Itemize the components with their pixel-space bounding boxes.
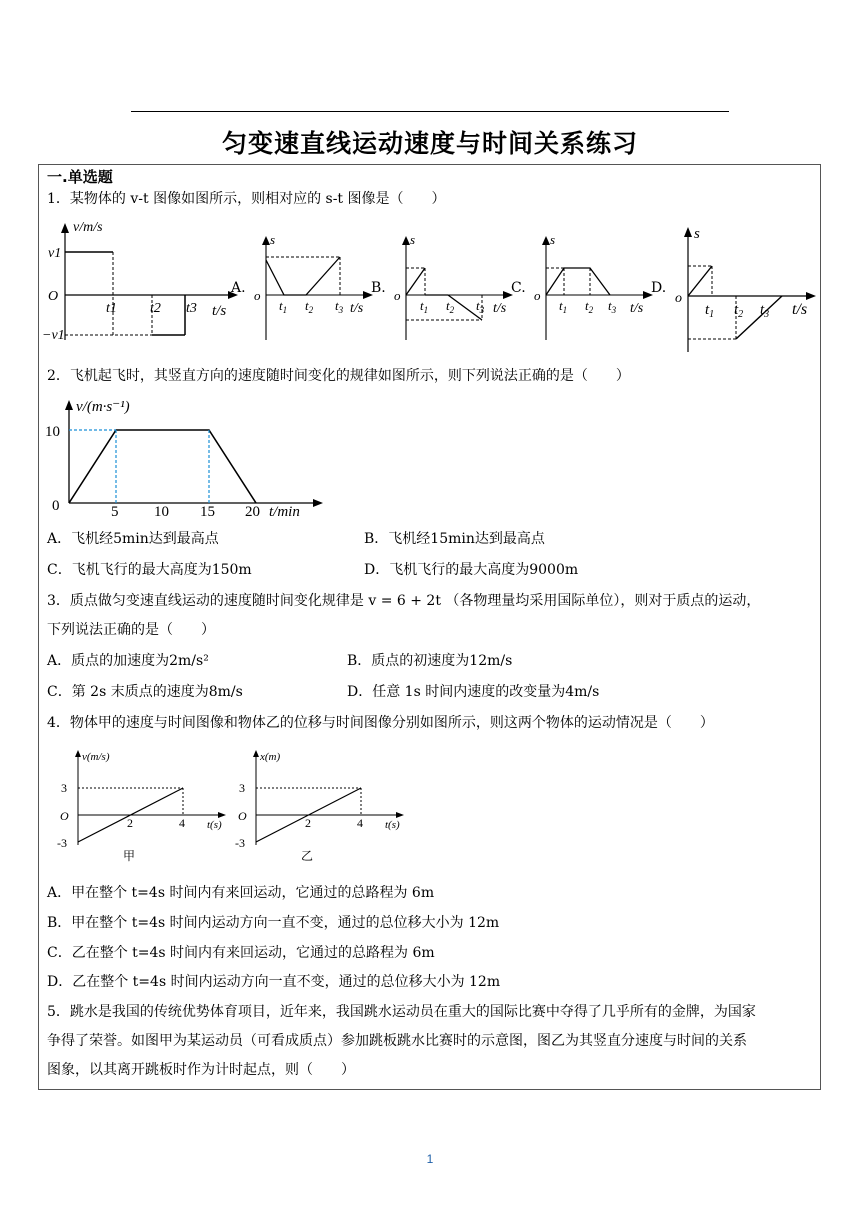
svg-text:t/s: t/s xyxy=(792,301,808,318)
q4-option-a[interactable]: A．甲在整个 t=4s 时间内有来回运动，它通过的总路程为 6m xyxy=(47,885,435,901)
svg-text:t1: $t_1$ xyxy=(559,298,568,315)
q1-t1: t1 xyxy=(106,301,117,316)
q1-option-a-label[interactable]: A. xyxy=(231,280,246,296)
q2-origin: 0 xyxy=(52,498,60,514)
q3-option-d[interactable]: D．任意 1s 时间内速度的改变量为4m/s xyxy=(347,684,600,700)
q1-xlabel: t/s xyxy=(212,303,227,319)
section-heading: 一.单选题 xyxy=(47,168,113,186)
q4-option-d[interactable]: D．乙在整个 t=4s 时间内运动方向一直不变，通过的总位移大小为 12m xyxy=(47,974,501,990)
q1-option-a-graph[interactable] xyxy=(250,230,375,345)
q5-line2: 争得了荣誉。如图甲为某运动员（可看成质点）参加跳板跳水比赛时的示意图，图乙为其竖直分速度与时间的关系 xyxy=(47,1033,747,1049)
q2-ylabel: v/(m·s⁻¹) xyxy=(76,399,130,415)
q1-stem: 1．某物体的 v-t 图像如图所示，则相对应的 s-t 图像是（ ） xyxy=(47,191,446,207)
svg-text:t1: $t_1$ xyxy=(705,302,715,320)
q5-line1: 5．跳水是我国的传统优势体育项目，近年来，我国跳水运动员在重大的国际比赛中夺得了几乎所有的金牌，为国家 xyxy=(47,1004,756,1020)
svg-text:s: s xyxy=(694,226,700,242)
q5-line3: 图象，以其离开跳板时作为计时起点，则（ ） xyxy=(47,1062,355,1078)
q2-xunit: t/min xyxy=(269,504,300,520)
svg-text:t3: $t_3$ xyxy=(476,298,485,315)
svg-text:2: 2 xyxy=(127,816,133,830)
q1-negv1-label: −v1 xyxy=(42,328,65,343)
svg-text:o: o xyxy=(675,291,682,306)
q2-option-d[interactable]: D．飞机飞行的最大高度为9000m xyxy=(364,562,579,578)
svg-text:甲: 甲 xyxy=(123,849,136,863)
q1-ylabel: v/m/s xyxy=(73,220,103,235)
q3-stem-line2: 下列说法正确的是（ ） xyxy=(47,622,215,638)
q2-tick-10: 10 xyxy=(154,504,169,520)
svg-text:t2: $t_2$ xyxy=(585,298,594,315)
q1-vt-graph xyxy=(40,215,240,350)
q2-vt-graph xyxy=(40,393,330,523)
svg-text:t(s): t(s) xyxy=(207,819,222,831)
svg-text:t(s): t(s) xyxy=(385,819,400,831)
q1-t3: t3 xyxy=(186,301,197,316)
svg-text:t2: $t_2$ xyxy=(305,298,314,315)
q2-option-a[interactable]: A．飞机经5min达到最高点 xyxy=(47,531,219,547)
svg-text:x(m): x(m) xyxy=(260,751,281,763)
q1-option-b-label[interactable]: B. xyxy=(371,280,386,296)
svg-text:O: O xyxy=(60,809,69,823)
svg-text:t2: $t_2$ xyxy=(734,302,744,320)
svg-text:v(m/s): v(m/s) xyxy=(82,751,110,763)
q3-option-c[interactable]: C．第 2s 末质点的速度为8m/s xyxy=(47,684,243,700)
svg-text:o: o xyxy=(394,288,401,303)
q3-option-b[interactable]: B．质点的初速度为12m/s xyxy=(347,653,513,669)
q4-option-c[interactable]: C．乙在整个 t=4s 时间内有来回运动，它通过的总路程为 6m xyxy=(47,945,435,961)
svg-text:t1: $t_1$ xyxy=(279,298,288,315)
q2-option-c[interactable]: C．飞机飞行的最大高度为150m xyxy=(47,562,252,578)
svg-text:t2: $t_2$ xyxy=(446,298,455,315)
svg-text:s: s xyxy=(410,232,416,247)
svg-text:t/s: t/s xyxy=(350,301,364,316)
q3-stem-line1: 3．质点做匀变速直线运动的速度随时间变化规律是 v = 6 + 2t （各物理量均采用国际单位），则对于质点的运动， xyxy=(47,593,761,609)
q1-option-d-label[interactable]: D. xyxy=(651,280,667,296)
q3-option-a[interactable]: A．质点的加速度为2m/s² xyxy=(47,653,209,669)
q4-option-b[interactable]: B．甲在整个 t=4s 时间内运动方向一直不变，通过的总位移大小为 12m xyxy=(47,915,500,931)
q2-tick-15: 15 xyxy=(200,504,215,520)
svg-text:-3: -3 xyxy=(235,836,245,850)
svg-text:s: s xyxy=(270,232,276,247)
svg-text:3: 3 xyxy=(239,781,245,795)
q1-origin: O xyxy=(48,289,59,304)
svg-text:t1: $t_1$ xyxy=(420,298,429,315)
svg-text:4: 4 xyxy=(179,816,185,830)
q1-option-c-label[interactable]: C. xyxy=(511,280,526,296)
header-rule xyxy=(131,111,729,112)
svg-text:o: o xyxy=(534,288,541,303)
q2-option-b[interactable]: B．飞机经15min达到最高点 xyxy=(364,531,545,547)
q4-stem: 4．物体甲的速度与时间图像和物体乙的位移与时间图像分别如图所示，则这两个物体的运动情况是（ ） xyxy=(47,715,714,731)
page-title: 匀变速直线运动速度与时间关系练习 xyxy=(221,129,638,158)
svg-text:t/s: t/s xyxy=(493,301,507,316)
q1-option-b-graph[interactable] xyxy=(390,230,515,345)
q4-graph-yi xyxy=(230,745,410,865)
svg-text:2: 2 xyxy=(305,816,311,830)
svg-text:s: s xyxy=(550,232,556,247)
q1-t2: t2 xyxy=(150,301,161,316)
q2-y10: 10 xyxy=(45,424,60,440)
q2-stem: 2．飞机起飞时，其竖直方向的速度随时间变化的规律如图所示，则下列说法正确的是（ ） xyxy=(47,368,630,384)
svg-text:O: O xyxy=(238,809,247,823)
q2-tick-20: 20 xyxy=(245,504,260,520)
page-number: 1 xyxy=(426,1152,434,1166)
q1-option-c-graph[interactable] xyxy=(530,230,655,345)
svg-text:t3: $t_3$ xyxy=(335,298,344,315)
q4-graph-jia xyxy=(52,745,232,865)
svg-text:4: 4 xyxy=(357,816,363,830)
svg-text:3: 3 xyxy=(61,781,67,795)
svg-text:t/s: t/s xyxy=(630,301,644,316)
svg-text:t3: $t_3$ xyxy=(608,298,617,315)
q1-option-d-graph[interactable] xyxy=(672,222,820,356)
svg-text:-3: -3 xyxy=(57,836,67,850)
svg-text:o: o xyxy=(254,288,261,303)
svg-text:乙: 乙 xyxy=(301,849,314,863)
q1-v1-label: v1 xyxy=(48,246,62,261)
svg-text:t3: $t_3$ xyxy=(760,302,770,320)
q2-tick-5: 5 xyxy=(111,504,119,520)
